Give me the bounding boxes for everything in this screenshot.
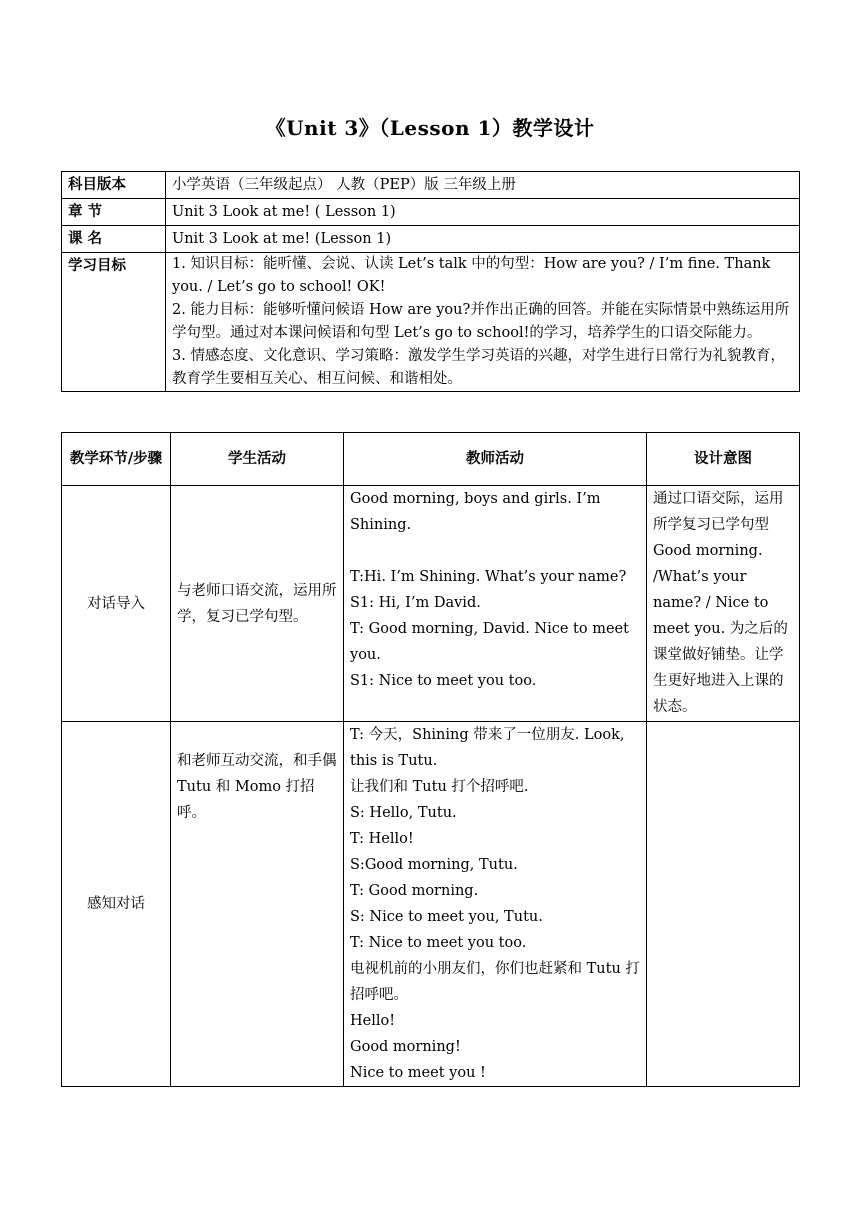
objectives-row bbox=[62, 253, 800, 392]
chapter-value: Unit 3 Look at me! ( Lesson 1) bbox=[166, 199, 800, 226]
teacher-line: Good morning, boys and girls. I’m Shining. bbox=[350, 491, 601, 533]
step-cell: 对话导入 bbox=[62, 486, 171, 722]
chapter-row bbox=[62, 199, 800, 226]
student-activity-cell bbox=[171, 722, 344, 1087]
subject-label: 科目版本 bbox=[62, 172, 166, 199]
objective-item: 3. 情感态度、文化意识、学习策略：激发学生学习英语的兴趣，对学生进行日常行为礼貌教育，教育学生要相互关心、相互问候、和谐相处。 bbox=[172, 348, 785, 387]
teacher-line: S1: Hi, I’m David. bbox=[350, 595, 481, 611]
student-activity-text: 和老师互动交流，和手偶 Tutu 和 Momo 打招呼。 bbox=[177, 753, 337, 821]
teacher-line: T: Hello! bbox=[350, 831, 414, 847]
objective-item: 1. 知识目标：能听懂、会说、认读 Let’s talk 中的句型：How are you? / I’m fine. Thank you. / Let’s go to school! OK! bbox=[172, 256, 771, 295]
page-title: 《Unit 3》（Lesson 1）教学设计 bbox=[265, 116, 595, 140]
process-table bbox=[61, 432, 800, 1087]
teacher-line: 电视机前的小朋友们，你们也赶紧和 Tutu 打招呼吧。 bbox=[350, 961, 640, 1003]
lesson-row bbox=[62, 226, 800, 253]
design-intent-cell: 通过口语交际，运用所学复习已学句型 Good morning. /What’s your name? / Nice to meet you. 为之后的课堂做好铺垫。让学生更好地进入上课的状态。 bbox=[647, 486, 800, 722]
teacher-line: Nice to meet you ! bbox=[350, 1065, 486, 1081]
header-step: 教学环节/步骤 bbox=[62, 433, 171, 486]
objectives-label: 学习目标 bbox=[62, 253, 166, 392]
teacher-line: T: Good morning. bbox=[350, 883, 479, 899]
teacher-line: T:Hi. I’m Shining. What’s your name? bbox=[350, 569, 627, 585]
header-student: 学生活动 bbox=[171, 433, 344, 486]
table-row bbox=[62, 722, 800, 1087]
teacher-line: S: Hello, Tutu. bbox=[350, 805, 457, 821]
objective-item: 2. 能力目标：能够听懂问候语 How are you?并作出正确的回答。并能在实际情景中熟练运用所学句型。通过对本课问候语和句型 Let’s go to school!的学习，培养学生的口语交际能力。 bbox=[172, 302, 790, 341]
step-cell: 感知对话 bbox=[62, 722, 171, 1087]
lesson-label: 课 名 bbox=[62, 226, 166, 253]
header-intent: 设计意图 bbox=[647, 433, 800, 486]
design-intent-cell bbox=[647, 722, 800, 1087]
teacher-line: S: Nice to meet you, Tutu. bbox=[350, 909, 543, 925]
chapter-label: 章 节 bbox=[62, 199, 166, 226]
teacher-activity-cell bbox=[344, 486, 647, 722]
teacher-activity-cell bbox=[344, 722, 647, 1087]
subject-value: 小学英语（三年级起点） 人教（PEP）版 三年级上册 bbox=[166, 172, 800, 199]
student-activity-cell: 与老师口语交流，运用所学，复习已学句型。 bbox=[171, 486, 344, 722]
header-row bbox=[62, 433, 800, 486]
teacher-line: S1: Nice to meet you too. bbox=[350, 673, 537, 689]
lesson-value: Unit 3 Look at me! (Lesson 1) bbox=[166, 226, 800, 253]
teacher-line: 让我们和 Tutu 打个招呼吧. bbox=[350, 779, 529, 795]
blank-line bbox=[350, 538, 640, 564]
teacher-line: T: Nice to meet you too. bbox=[350, 935, 527, 951]
teacher-line: Good morning! bbox=[350, 1039, 461, 1055]
teacher-line: T: Good morning, David. Nice to meet you. bbox=[350, 621, 629, 663]
blank-line bbox=[177, 722, 337, 748]
header-teacher: 教师活动 bbox=[344, 433, 647, 486]
teacher-line: T: 今天，Shining 带来了一位朋友. Look, this is Tutu. bbox=[350, 727, 625, 769]
teacher-line: Hello! bbox=[350, 1013, 396, 1029]
subject-row bbox=[62, 172, 800, 199]
info-table bbox=[61, 171, 800, 392]
teacher-line: S:Good morning, Tutu. bbox=[350, 857, 518, 873]
table-row bbox=[62, 486, 800, 722]
objectives-cell bbox=[166, 253, 800, 392]
